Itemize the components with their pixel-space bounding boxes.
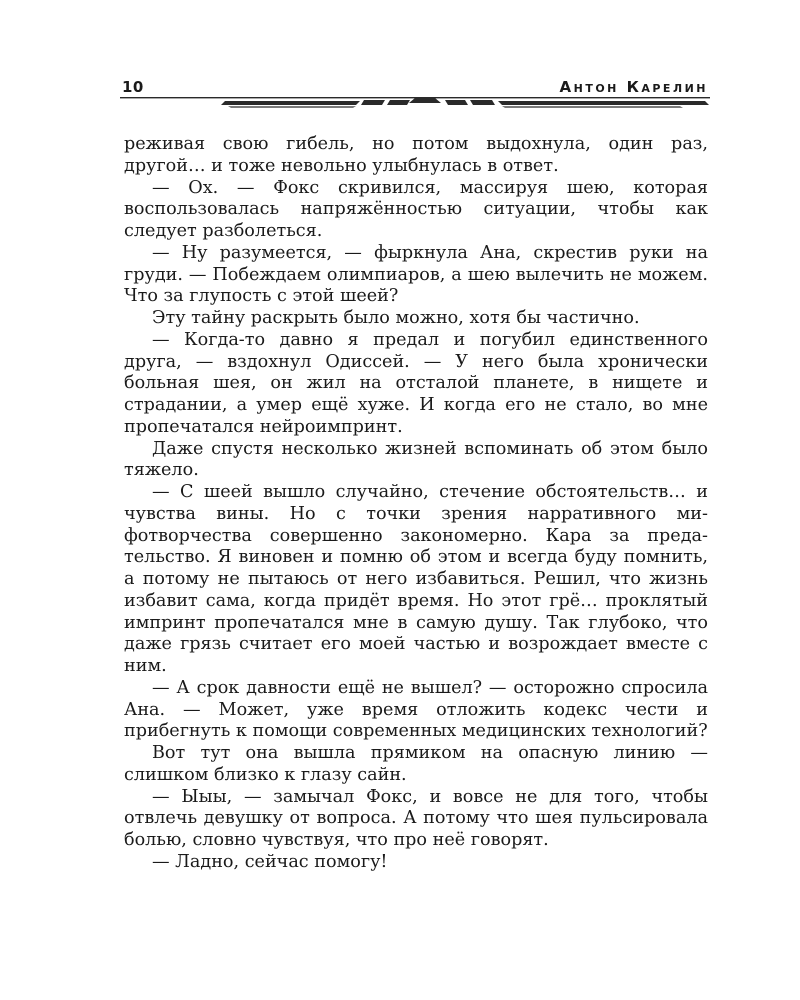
- paragraph: реживая свою гибель, но потом выдохнула, один раз, другой… и тоже невольно улыбнулась в ответ.: [124, 134, 708, 176]
- paragraph: — Ох. — Фокс скривился, массируя шею, которая воспользовалась напряжённостью ситуации, чтобы как следует разболеться.: [124, 177, 708, 241]
- body-text: [124, 134, 708, 874]
- header-ornament-rule: [120, 95, 710, 111]
- paragraph: — Ну разумеется, — фыркнула Ана, скрестив руки на груди. — Побеждаем олимпиаров, а шею вылечить не можем. Что за глупость с этой шеей?: [124, 242, 708, 307]
- page-number: 10: [122, 78, 144, 96]
- paragraph: Вот тут она вышла прямиком на опасную линию — слишком близко к глазу сайн.: [124, 743, 708, 785]
- paragraph: Эту тайну раскрыть было можно, хотя бы частично.: [152, 308, 640, 328]
- paragraph: — Когда-то давно я предал и погубил единственного друга, — вздохнул Одиссей. — У него была хронически больная шея, он жил на отсталой планете, в нищете и страдании, а умер ещё хуже. И когда его не стало, во мне пропечатался нейроимпринт.: [124, 329, 708, 437]
- paragraph: — Ыыы, — замычал Фокс, и вовсе не для того, чтобы отвлечь девушку от вопроса. А потому что шея пульсировала болью, словно чувствуя, что про неё говорят.: [124, 786, 708, 850]
- paragraph: — Ладно, сейчас помогу!: [152, 851, 388, 872]
- running-header-author: Антон Карелин: [559, 78, 708, 96]
- paragraph: — С шеей вышло случайно, стечение обстоятельств… и чувства вины. Но с точки зрения нарративного мифотворчества совершенно закономерно. Кара за предательство. Я виновен и помню об этом и всегда буду помнить, а потому не пытаюсь от него избавиться. Решил, что жизнь избавит сама, когда придёт время. Но этот грё… проклятый импринт пропечатался мне в самую душу. Так глубоко, что даже грязь считает его моей частью и возрождает вместе с ним.: [124, 482, 708, 676]
- paragraph: Даже спустя несколько жизней вспоминать об этом было тяжело.: [124, 438, 708, 481]
- paragraph: — А срок давности ещё не вышел? — осторожно спросила Ана. — Может, уже время отложить кодекс чести и прибегнуть к помощи современных медицинских технологий?: [124, 677, 708, 742]
